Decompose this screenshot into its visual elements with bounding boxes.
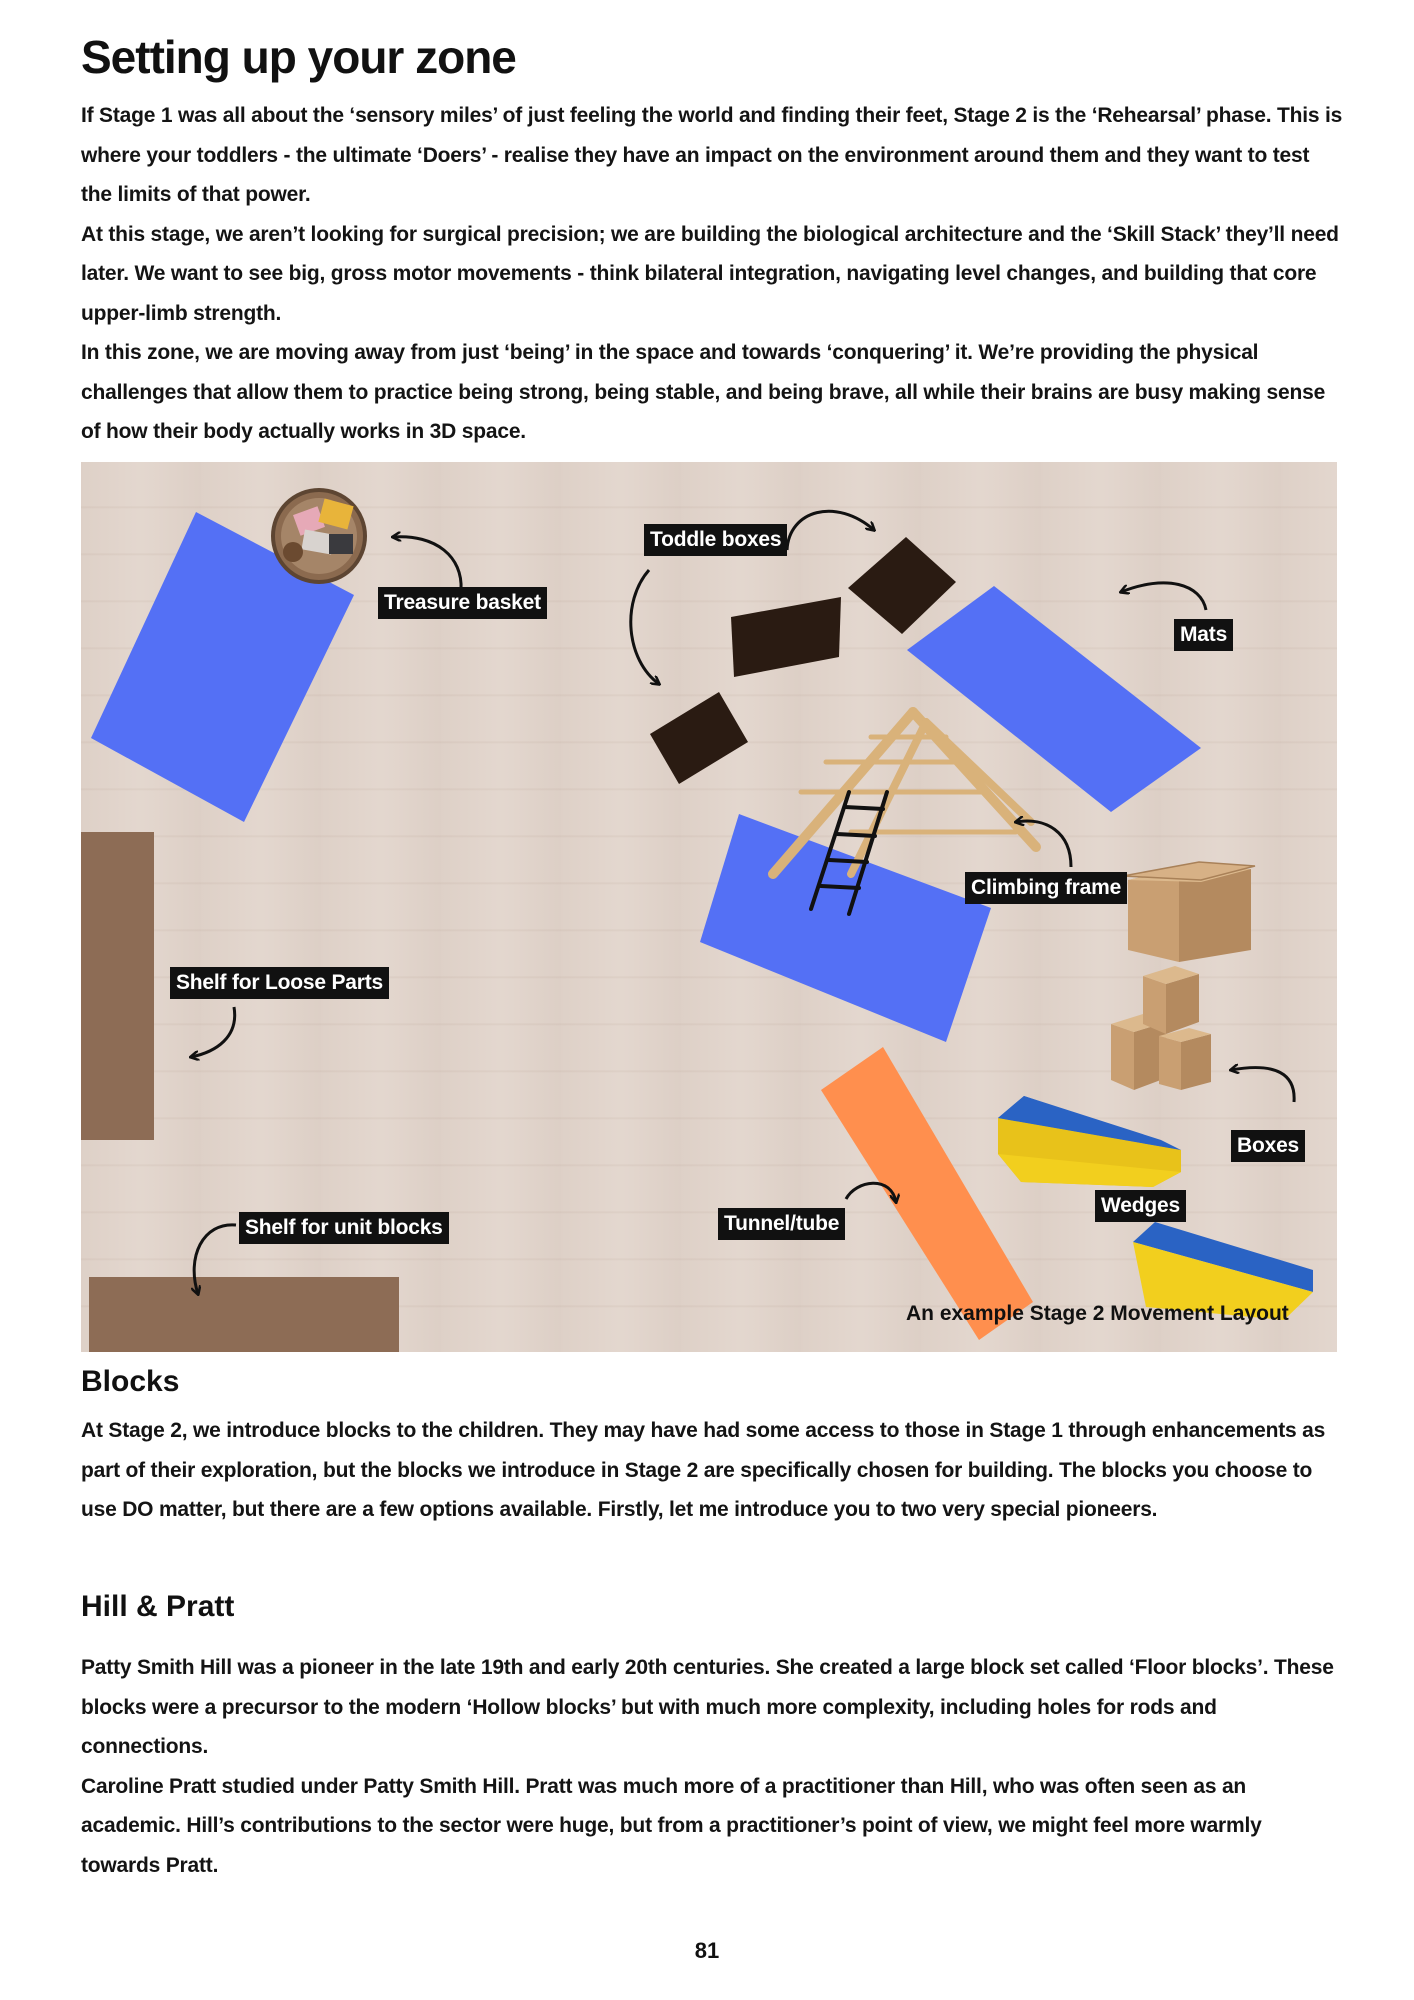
shelf-unit-blocks [89,1277,399,1352]
page-title: Setting up your zone [81,31,516,83]
intro-paragraph: If Stage 1 was all about the ‘sensory miles’ of just feeling the world and finding their feet, Stage 2 is the ‘Rehearsal’ phase. This is where your toddlers - the ultimate ‘Doers’ - realise they have an impact on the environment around them and they want to test the limits of that power. [81,104,1343,206]
toddle-box [848,537,956,634]
label-tunnel: Tunnel/tube [718,1208,845,1240]
hill-pratt-heading: Hill & Pratt [81,1590,235,1623]
mat-center [700,814,991,1042]
blocks-section [81,1365,1343,1530]
arrow-shelf-loose-parts [191,1007,235,1057]
treasure-basket-icon [273,490,365,582]
figure-caption: An example Stage 2 Movement Layout [906,1302,1289,1325]
cardboard-box-icon [1123,862,1255,962]
hill-pratt-paragraph: Caroline Pratt studied under Patty Smith Hill. Pratt was much more of a practitioner than Hill, who was often seen as an academic. Hill’s contributions to the sector were huge, but from a practitioner’s point of view, we might feel more warmly towards Pratt. [81,1774,1262,1877]
label-wedges: Wedges [1095,1190,1186,1222]
arrow-toddle-boxes-top [787,511,874,550]
boxes-icon [1111,966,1211,1090]
blocks-heading: Blocks [81,1365,180,1398]
toddle-box [650,692,748,784]
mat-right [907,586,1201,812]
arrow-boxes [1231,1068,1294,1102]
label-boxes: Boxes [1231,1130,1305,1162]
label-mats: Mats [1174,619,1233,651]
arrow-toddle-boxes-down [631,570,659,684]
label-shelf-unit-blocks: Shelf for unit blocks [239,1212,449,1244]
layout-diagram [81,462,1337,1352]
hill-pratt-section [81,1590,1343,1885]
label-climbing-frame: Climbing frame [965,872,1127,904]
label-treasure-basket: Treasure basket [378,587,547,619]
arrow-treasure-basket [393,537,461,590]
wedge-icon [998,1096,1181,1187]
label-toddle-boxes: Toddle boxes [644,524,787,556]
page-number: 81 [694,1938,720,1963]
tunnel-tube [821,1047,1033,1340]
label-shelf-loose-parts: Shelf for Loose Parts [170,967,389,999]
intro-paragraph: In this zone, we are moving away from just ‘being’ in the space and towards ‘conquering’ it. We’re providing the physical challenges that allow them to practice being strong, being stable, and being brave, all while their brains are busy making sense of how their body actually works in 3D space. [81,341,1326,443]
intro-text [81,96,1343,452]
intro-paragraph: At this stage, we aren’t looking for surgical precision; we are building the biological architecture and the ‘Skill Stack’ they’ll need later. We want to see big, gross motor movements - think bilateral integration, navigating level changes, and building that core upper-limb strength. [81,222,1339,325]
arrow-mats [1121,583,1206,610]
shelf-loose-parts [81,832,154,1140]
toddle-box [731,597,841,677]
hill-pratt-paragraph: Patty Smith Hill was a pioneer in the late 19th and early 20th centuries. She created a large block set called ‘Floor blocks’. These blocks were a precursor to the modern ‘Hollow blocks’ but with much more complexity, including holes for rods and connections. [81,1656,1334,1758]
blocks-paragraph: At Stage 2, we introduce blocks to the children. They may have had some access to those in Stage 1 through enhancements as part of their exploration, but the blocks we introduce in Stage 2 are specifically chosen for building. The blocks you choose to use DO matter, but there are a few options available. Firstly, let me introduce you to two very special pioneers. [81,1419,1326,1521]
